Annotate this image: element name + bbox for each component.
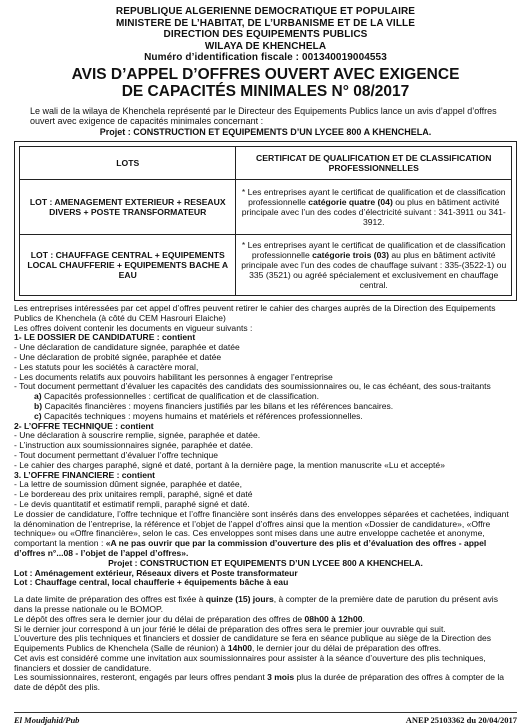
opening-text: L’ouverture des plis techniques et financiers et dossier de candidature se fera en séance publique au siège de la Direction des Equipements Publics de Khenchela (Salle de réunion) à bbox=[14, 633, 492, 654]
capacity-text: Capacités professionnelles : certificat de qualification et de classification. bbox=[41, 391, 320, 402]
opening-text: , le dernier jour du délai de préparation des offres. bbox=[252, 643, 441, 654]
anep-reference: ANEP 25103362 du 20/04/2017 bbox=[405, 715, 517, 725]
column-header-certificate: CERTIFICAT DE QUALIFICATION ET DE CLASSIFICATION PROFESSIONNELLES bbox=[236, 147, 512, 180]
opening-time: 14h00 bbox=[227, 643, 253, 654]
holiday-paragraph: Si le dernier jour correspond à un jour férié le délai de préparation des offres sera le premier jour ouvrable qui suit. bbox=[14, 623, 446, 634]
list-item: - Les documents relatifs aux pouvoirs habilitant les personnes à engager l’entreprise bbox=[14, 371, 333, 382]
table-row bbox=[20, 180, 512, 235]
certificate-text: au plus en bâtiment activité principale avec l’un des codes de chauffage suivant : 335-(3522-1) ou 335 (3521) ou agréé spécialement et exclusivement en chauffage central. bbox=[241, 250, 507, 290]
list-item: - Le cahier des charges paraphé, signé et daté, portant à la dernière page, la mention manuscrite «Lu et accepté» bbox=[14, 459, 445, 470]
header-line-ministry: MINISTERE DE L’HABITAT, DE L’URBANISME ET DE LA VILLE bbox=[115, 17, 415, 29]
header-line-wilaya: WILAYA DE KHENCHELA bbox=[204, 40, 327, 52]
column-header-lots: LOTS bbox=[20, 147, 236, 180]
deadline-paragraph bbox=[14, 595, 517, 615]
validity-text: Les soumissionnaires, resteront, engagés par leurs offres pendant bbox=[14, 672, 268, 683]
envelopes-paragraph bbox=[14, 510, 517, 559]
list-item: - Une déclaration de candidature signée, paraphée et datée bbox=[14, 342, 240, 353]
lots-table-frame bbox=[14, 141, 517, 301]
envelopes-mention: «A ne pas ouvrir que par la commission d’ouverture des plis et d’évaluation des offres - appel d’offres n°...08 - l’objet de l’appel d’offres». bbox=[14, 538, 487, 558]
deposit-text: Le dépôt des offres sera le dernier jour du délai de préparation des offres de bbox=[14, 613, 305, 624]
certificate-category: catégorie quatre (04) bbox=[308, 197, 393, 207]
certificate-text: ou plus en bâtiment activité principale avec l’un des codes d’électricité suivant : 341-3911 ou 341-3912. bbox=[241, 197, 506, 227]
documents-intro: Les offres doivent contenir les documents en vigueur suivants : bbox=[14, 322, 253, 333]
list-item: - La lettre de soumission dûment signée, paraphée et datée, bbox=[14, 479, 243, 490]
opening-paragraph bbox=[14, 634, 517, 654]
list-item: - Tout document permettant d’évaluer l’offre technique bbox=[14, 449, 218, 460]
retrieval-paragraph: Les entreprises intéressées par cet appel d’offres peuvent retirer le cahier des charges auprès de la Direction des Equipements Publics de Khenchela (à côté du CEM Hasrouri Elaiche) bbox=[14, 303, 496, 323]
intro-text: Le wali de la wilaya de Khenchela représenté par le Directeur des Equipements Publics lance un avis d’appel d’offres ouvert avec exigence de capacités minimales concernant : bbox=[30, 105, 497, 126]
list-item: - Tout document permettant d’évaluer les capacités des candidats des soumissionnaires ou, le cas échéant, des sous-traitants bbox=[14, 381, 491, 392]
capacity-text: Capacités financières : moyens financiers justifiés par les bilans et les références bancaires. bbox=[42, 400, 394, 411]
validity-duration: 3 mois bbox=[267, 672, 295, 683]
list-item: - Une déclaration de probité signée, paraphée et datée bbox=[14, 351, 222, 362]
list-item: - L’instruction aux soumissionnaires signée, paraphée et datée. bbox=[14, 440, 253, 451]
capacity-letter: c) bbox=[34, 410, 42, 421]
capacity-letter: b) bbox=[34, 400, 43, 411]
table-header-row bbox=[20, 147, 512, 180]
deadline-duration: quinze (15) jours bbox=[205, 594, 274, 605]
header-line-nif: Numéro d’identification fiscale : 001340019004553 bbox=[144, 52, 387, 63]
lot-cell: LOT : AMENAGEMENT EXTERIEUR + RESEAUX DIVERS + POSTE TRANSFORMATEUR bbox=[20, 180, 236, 235]
section-title-candidature: 1- LE DOSSIER DE CANDIDATURE : contient bbox=[14, 332, 196, 343]
notice-body bbox=[14, 304, 517, 693]
certificate-cell bbox=[236, 180, 512, 235]
header-line-republic: REPUBLIQUE ALGERIENNE DEMOCRATIQUE ET POPULAIRE bbox=[115, 6, 416, 17]
certificate-cell bbox=[236, 235, 512, 296]
certificate-category: catégorie trois (03) bbox=[312, 250, 390, 260]
header bbox=[14, 6, 517, 100]
list-item: - Le bordereau des prix unitaires rempli, paraphé, signé et daté bbox=[14, 489, 253, 500]
list-item: - Une déclaration à souscrire remplie, signée, paraphée et datée. bbox=[14, 430, 261, 441]
certificate-text: * Les entreprises ayant le certificat de qualification et de classification professionnelle bbox=[241, 240, 506, 260]
list-item: - Les statuts pour les sociétés à caractère moral, bbox=[14, 361, 199, 372]
certificate-text: * Les entreprises ayant le certificat de qualification et de classification professionnelle bbox=[241, 187, 506, 207]
validity-paragraph bbox=[14, 673, 517, 693]
lot-line: Lot : Chauffage central, local chaufferie + équipements bâche à eau bbox=[14, 577, 289, 588]
publication-credit: El Moudjahid/Pub bbox=[14, 715, 80, 725]
notice-title-line-1: AVIS D’APPEL D’OFFRES OUVERT AVEC EXIGENCE bbox=[71, 65, 460, 83]
header-line-direction: DIRECTION DES EQUIPEMENTS PUBLICS bbox=[163, 29, 368, 40]
lot-line: Lot : Aménagement extérieur, Réseaux divers et Poste transformateur bbox=[14, 567, 298, 578]
deposit-hours: 08h00 à 12h00 bbox=[304, 613, 363, 624]
footer bbox=[14, 712, 517, 726]
lot-cell: LOT : CHAUFFAGE CENTRAL + EQUIPEMENTS LOCAL CHAUFFERIE + EQUIPEMENTS BACHE A EAU bbox=[20, 235, 236, 296]
capacity-letter: a) bbox=[34, 391, 42, 402]
capacity-text: Capacités techniques : moyens humains et matériels et références professionnelles. bbox=[41, 410, 363, 421]
list-item: - Le devis quantitatif et estimatif rempli, paraphé signé et daté. bbox=[14, 498, 250, 509]
deadline-text: La date limite de préparation des offres est fixée à bbox=[14, 594, 206, 605]
project-line-repeat: Projet : CONSTRUCTION ET EQUIPEMENTS D’UN LYCEE 800 A KHENCHELA. bbox=[108, 557, 423, 568]
deposit-text: . bbox=[362, 613, 365, 624]
deadline-text: , à compter de la première date de parution du présent avis dans la presse nationale ou le BOMOP. bbox=[14, 594, 498, 614]
envelopes-text: Le dossier de candidature, l’offre technique et l’offre financière sont insérés dans des enveloppes séparées et cachetées, indiquant la dénomination de l’entreprise, la référence et l’objet de l’appel d’offres ainsi que la mention «Dossier de candidature», «Offre technique» ou «Offre financière», selon le cas. Ces enveloppes sont mises dans une autre enveloppe cachetée et anonyme, comportant la mention : bbox=[14, 508, 509, 549]
table-row bbox=[20, 235, 512, 296]
notice-title-line-2: DE CAPACITÉS MINIMALES N° 08/2017 bbox=[121, 82, 410, 100]
project-line: Projet : CONSTRUCTION ET EQUIPEMENTS D’UN LYCEE 800 A KHENCHELA. bbox=[99, 126, 432, 137]
invitation-paragraph: Cet avis est considéré comme une invitation aux soumissionnaires pour assister à la séance d’ouverture des plis techniques, financiers et dossier de candidature. bbox=[14, 652, 486, 673]
section-title-technical: 2- L’OFFRE TECHNIQUE : contient bbox=[14, 420, 154, 431]
lots-table bbox=[19, 146, 512, 296]
validity-text: plus la durée de préparation des offres à compter de la date de dépôt des plis. bbox=[14, 672, 505, 693]
section-title-financial: 3. L’OFFRE FINANCIERE : contient bbox=[14, 469, 156, 480]
